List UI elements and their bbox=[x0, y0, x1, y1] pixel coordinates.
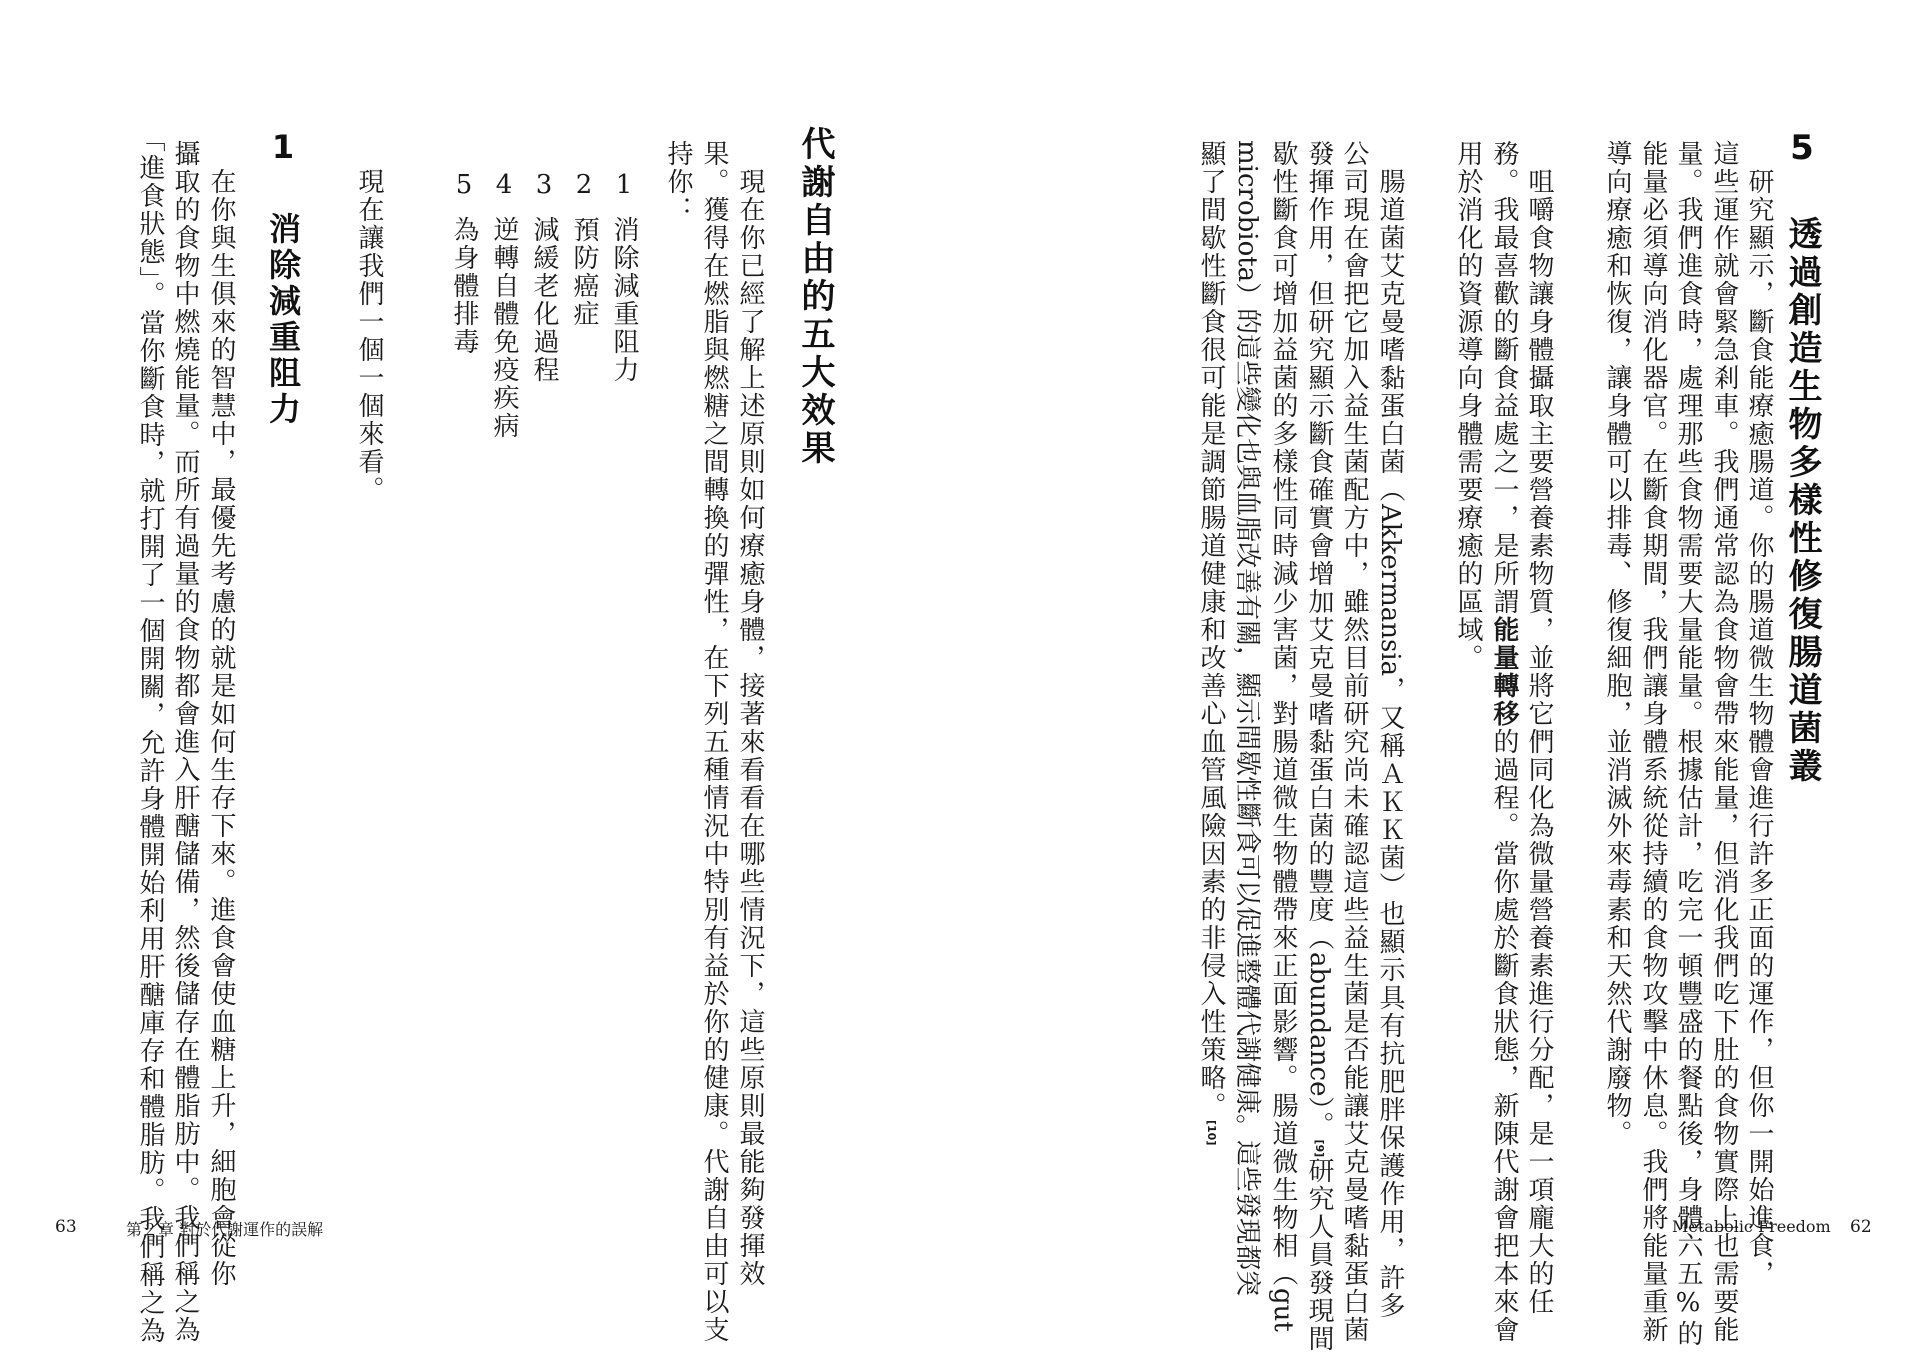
body-text: ，又稱ＡＫＫ菌）也顯示具有抗肥胖保護作用，許多 bbox=[1375, 676, 1405, 1321]
list-text: 逆轉自體免疫疾病 bbox=[489, 216, 519, 440]
body-column: 能量必須導向消化器官。在斷食期間，我們讓身體系統從持續的食物攻擊中休息。我們將能量重新 bbox=[1638, 140, 1668, 1344]
page-number-left: 63 bbox=[55, 1217, 77, 1237]
body-column: 攝取的食物中燃燒能量。而所有過量的食物都會進入肝醣儲備，然後儲存在體脂肪中。我們稱之為 bbox=[170, 140, 200, 1344]
list-text: 預防癌症 bbox=[569, 216, 599, 328]
list-item bbox=[571, 170, 597, 328]
list-text: 為身體排毒 bbox=[449, 216, 479, 356]
list-number: 1 bbox=[609, 170, 639, 202]
body-column: 持你： bbox=[663, 140, 693, 224]
body-column: 在你與生俱來的智慧中，最優先考慮的就是如何生存下來。進食會使血糖上升，細胞會從你 bbox=[206, 168, 236, 1288]
body-text: microbiota）的這些變化也與血脂改善有關，顯示間歇性斷食可以促進整體代謝健康。這些發現都突 bbox=[1232, 140, 1262, 1297]
body-column: 「進食狀態」。當你斷食時，就打開了一個開關，允許身體開始利用肝醣庫存和體脂肪。我們稱之為 bbox=[135, 126, 165, 1345]
list-item bbox=[531, 170, 557, 384]
citation-ref-9: [9] bbox=[1313, 1139, 1326, 1158]
latin-term: Akkermansia bbox=[1375, 504, 1405, 677]
running-footer-title: Metabolic Freedom bbox=[1672, 1217, 1831, 1236]
body-column: 果。獲得在燃脂與燃糖之間轉換的彈性，在下列五種情況中特別有益於你的健康。代謝自由可以支 bbox=[699, 140, 729, 1344]
body-column bbox=[1198, 140, 1224, 1145]
body-column: 咀嚼食物讓身體攝取主要營養素物質，並將它們同化為微量營養素進行分配，是一項龐大的任 bbox=[1524, 168, 1554, 1316]
body-column: 現在你已經了解上述原則如何療癒身體，接著來看看在哪些情況下，這些原則最能夠發揮效 bbox=[735, 168, 765, 1288]
emphasis-energy-shift: 能量轉移 bbox=[1489, 616, 1519, 728]
citation-ref-10: [10] bbox=[1205, 1120, 1218, 1146]
list-number: 5 bbox=[449, 170, 479, 202]
list-number: 4 bbox=[489, 170, 519, 202]
body-column: 研究顯示，斷食能療癒腸道。你的腸道微生物體會進行許多正面的運作，但你一開始進食， bbox=[1744, 168, 1774, 1288]
latin-term: gut bbox=[1268, 1288, 1298, 1332]
list-number: 3 bbox=[529, 170, 559, 202]
section-heading-gut-biodiversity: 5 透過創造生物多樣性修復腸道菌叢 bbox=[1782, 128, 1822, 786]
body-text: ）。 bbox=[1304, 1096, 1334, 1140]
body-column: 這些運作就會緊急剎車。我們通常認為食物會帶來能量，但消化我們吃下肚的食物實際上也需要能 bbox=[1709, 140, 1739, 1344]
page-number-right: 62 bbox=[1850, 1217, 1872, 1237]
body-text: 研究人員發現間 bbox=[1304, 1157, 1334, 1353]
body-text: 腸道菌艾克曼嗜黏蛋白菌（ bbox=[1375, 168, 1405, 504]
sub-heading-weight-loss-resistance: 1 消除減重阻力 bbox=[264, 128, 302, 428]
body-column: 公司現在會把它加入益生菌配方中，雖然目前研究尚未確認這些益生菌是否能讓艾克曼嗜黏蛋白菌 bbox=[1339, 140, 1369, 1344]
list-item bbox=[491, 170, 517, 440]
body-column bbox=[1306, 140, 1332, 1353]
body-column bbox=[1270, 140, 1296, 1332]
body-text: 發揮作用，但研究顯示斷食確實會增加艾克曼嗜黏蛋白菌的豐度（ bbox=[1304, 140, 1334, 952]
body-text: 的過程。當你處於斷食狀態，新陳代謝會把本來會 bbox=[1489, 728, 1519, 1344]
body-text: 務。我最喜歡的斷食益處之一，是所謂 bbox=[1489, 140, 1519, 616]
list-item bbox=[451, 170, 477, 356]
section-heading-five-effects: 代謝自由的五大效果 bbox=[795, 126, 835, 468]
body-column: 導向療癒和恢復，讓身體可以排毒、修復細胞，並消滅外來毒素和天然代謝廢物。 bbox=[1602, 140, 1632, 1148]
list-number: 2 bbox=[569, 170, 599, 202]
running-footer-chapter: 第２章 對於代謝運作的誤解 bbox=[126, 1220, 324, 1239]
body-text: 顯了間歇性斷食很可能是調節腸道健康和改善心血管風險因素的非侵入性策略。 bbox=[1196, 140, 1226, 1120]
body-column: 用於消化的資源導向身體需要療癒的區域。 bbox=[1453, 140, 1483, 672]
latin-term: abundance bbox=[1304, 952, 1334, 1097]
body-column bbox=[1377, 168, 1403, 1320]
list-text: 減緩老化過程 bbox=[529, 216, 559, 384]
body-column bbox=[1491, 140, 1517, 1344]
body-column: 現在讓我們一個一個來看。 bbox=[354, 168, 384, 504]
body-column bbox=[1234, 140, 1260, 1296]
body-text: 歇性斷食可增加益菌的多樣性同時減少害菌，對腸道微生物體帶來正面影響。腸道微生物相（ bbox=[1268, 140, 1298, 1288]
list-text: 消除減重阻力 bbox=[609, 216, 639, 384]
list-item bbox=[611, 170, 637, 384]
body-column: 量。我們進食時，處理那些食物需要大量能量。根據估計，吃完一頓豐盛的餐點後，身體六五%的 bbox=[1673, 140, 1703, 1348]
